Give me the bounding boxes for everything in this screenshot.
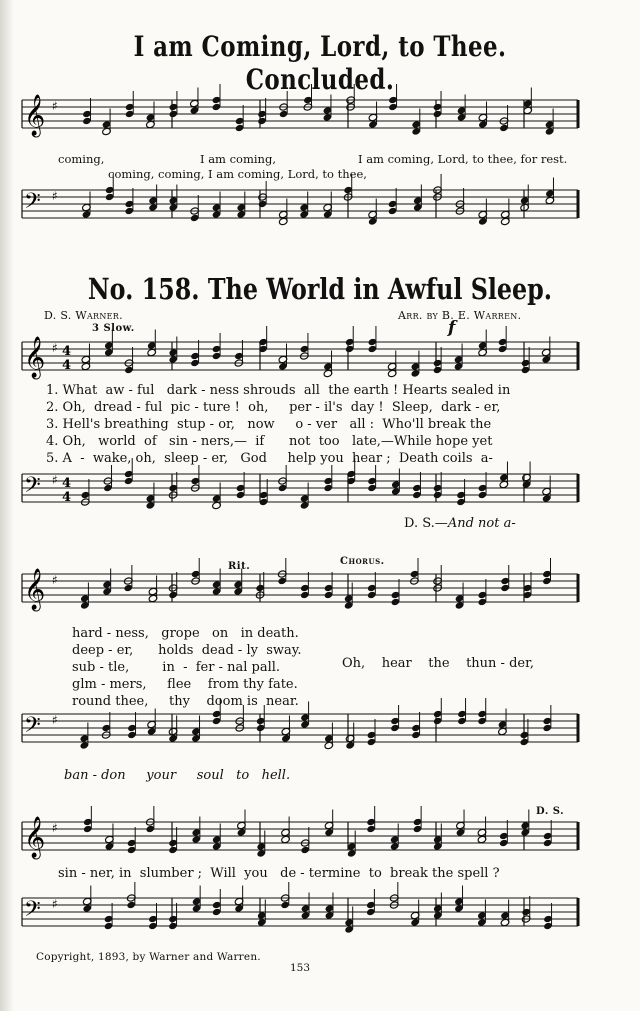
- verse-5-end: round thee, thy doom is near.: [72, 694, 299, 709]
- svg-text:♯: ♯: [52, 713, 58, 727]
- svg-text:𝄢: 𝄢: [24, 897, 41, 927]
- treble-staff-final: [22, 818, 582, 858]
- verse-5: 5. A - wake, oh, sleep - er, God help you hear ; Death coils a-: [46, 451, 493, 466]
- ds-note: [404, 516, 516, 531]
- svg-text:𝄢: 𝄢: [24, 189, 41, 219]
- svg-text:4: 4: [62, 476, 72, 491]
- top-lyric-i-am-coming: I am coming,: [200, 152, 276, 166]
- svg-text:♯: ♯: [52, 189, 58, 203]
- copyright-notice: Copyright, 1893, by Warner and Warren.: [36, 951, 261, 963]
- chorus-lyric: Oh, hear the thun - der,: [342, 656, 535, 671]
- svg-text:4: 4: [62, 358, 72, 373]
- verse-2-end: deep - er, holds dead - ly sway.: [72, 643, 302, 658]
- final-lyric: sin - ner, in slumber ; Will you de - termine to break the spell ?: [58, 866, 500, 881]
- top-lyric-coming: coming,: [58, 152, 105, 166]
- ds-lyric: ban - don your soul to hell.: [64, 768, 291, 783]
- verse-3-end: sub - tle, in - fer - nal pall.: [72, 660, 281, 675]
- verse-1-end: hard - ness, grope on in death.: [72, 626, 299, 641]
- svg-text:𝄞: 𝄞: [24, 337, 46, 378]
- verse-2: 2. Oh, dread - ful pic - ture ! oh, per - il's day ! Sleep, dark - er,: [46, 400, 501, 415]
- tempo-marking: 3 Slow.: [92, 323, 135, 334]
- ds-marking: D. S.: [536, 806, 565, 817]
- svg-text:4: 4: [62, 490, 72, 505]
- page-number: 153: [290, 962, 311, 974]
- verse-4-end: glm - mers, flee from thy fate.: [72, 677, 298, 692]
- bass-staff-verse: [22, 470, 582, 510]
- svg-text:𝄞: 𝄞: [24, 569, 46, 610]
- verse-4: 4. Oh, world of sin - ners,— if not too late,—While hope yet: [46, 434, 493, 449]
- top-lyric-line2: coming, coming, I am coming, Lord, to thee,: [108, 167, 367, 181]
- ds-note-lead: D. S.—: [404, 516, 448, 531]
- treble-staff-chorus: [22, 570, 582, 610]
- svg-text:♯: ♯: [52, 821, 58, 835]
- top-lyric-for-rest: I am coming, Lord, to thee, for rest.: [358, 152, 568, 166]
- svg-text:♯: ♯: [52, 897, 58, 911]
- svg-text:4: 4: [62, 344, 72, 359]
- bass-staff-chorus: [22, 710, 582, 750]
- author-credit: D. S. Warner.: [44, 309, 123, 322]
- svg-text:♯: ♯: [52, 573, 58, 587]
- bass-staff-final: [22, 894, 582, 934]
- bass-staff-top-song: [22, 186, 582, 226]
- svg-text:♯: ♯: [52, 99, 58, 113]
- treble-staff-top-song: [22, 96, 582, 136]
- page-gutter-shadow: [0, 0, 14, 1011]
- dynamic-forte: f: [448, 318, 456, 338]
- ritardando-marking: Rit.: [228, 561, 251, 572]
- verse-1: 1. What aw - ful dark - ness shrouds all the earth ! Hearts sealed in: [46, 383, 511, 398]
- arranger-credit: Arr. by B. E. Warren.: [398, 309, 522, 322]
- svg-text:♯: ♯: [52, 473, 58, 487]
- verse-3: 3. Hell's breathing stup - or, now o - ver all : Who'll break the: [46, 417, 492, 432]
- song-title: No. 158. The World in Awful Sleep.: [87, 272, 553, 306]
- svg-text:𝄢: 𝄢: [24, 713, 41, 743]
- treble-staff-verse: [22, 338, 582, 378]
- ds-note-italic: And not a-: [447, 516, 516, 531]
- svg-text:𝄢: 𝄢: [24, 473, 41, 503]
- chorus-marking: Chorus.: [340, 556, 385, 567]
- svg-text:𝄞: 𝄞: [24, 95, 46, 136]
- svg-text:♯: ♯: [52, 341, 58, 355]
- svg-text:𝄞: 𝄞: [24, 817, 46, 858]
- continued-song-title: I am Coming, Lord, to Thee. Concluded.: [133, 30, 507, 96]
